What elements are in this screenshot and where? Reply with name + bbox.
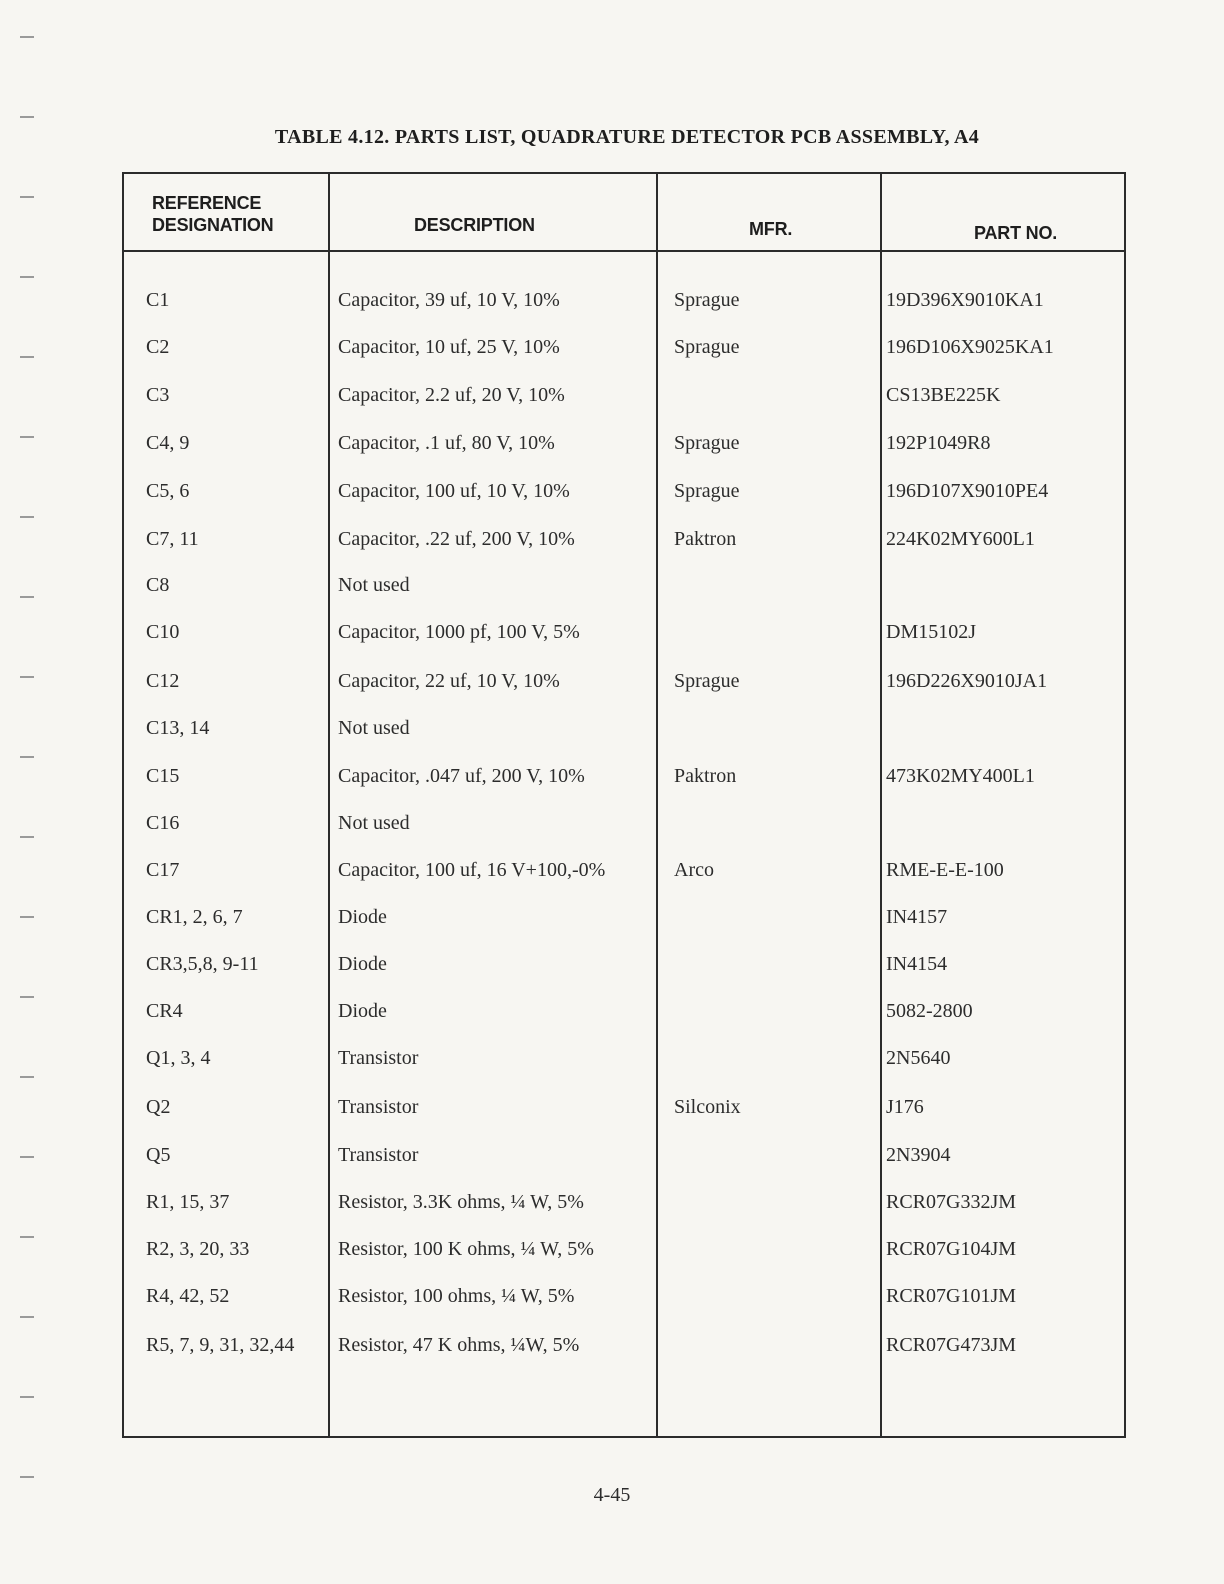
- cell-part-no: 196D226X9010JA1: [886, 670, 1048, 692]
- cell-mfr: Paktron: [674, 528, 737, 550]
- table-row: [0, 1046, 1224, 1090]
- header-reference-designation: [152, 192, 273, 236]
- cell-description: Capacitor, 10 uf, 25 V, 10%: [338, 336, 560, 358]
- header-description: DESCRIPTION: [414, 215, 535, 235]
- table-row: [0, 527, 1224, 571]
- cell-mfr: Arco: [674, 859, 714, 881]
- cell-part-no: CS13BE225K: [886, 384, 1001, 406]
- cell-reference: R2, 3, 20, 33: [146, 1238, 250, 1260]
- cell-mfr: Sprague: [674, 336, 740, 358]
- cell-reference: C12: [146, 670, 180, 692]
- cell-part-no: RCR07G473JM: [886, 1334, 1017, 1356]
- cell-description: Capacitor, .1 uf, 80 V, 10%: [338, 432, 555, 454]
- binding-mark: [20, 276, 34, 278]
- cell-description: Diode: [338, 1000, 387, 1022]
- header-reference-line2: DESIGNATION: [152, 215, 274, 235]
- cell-part-no: IN4157: [886, 906, 948, 928]
- cell-description: Resistor, 47 K ohms, ¼W, 5%: [338, 1334, 580, 1356]
- cell-reference: Q5: [146, 1144, 171, 1166]
- cell-description: Transistor: [338, 1144, 419, 1166]
- table-row: [0, 431, 1224, 475]
- cell-description: Resistor, 3.3K ohms, ¼ W, 5%: [338, 1191, 584, 1213]
- cell-part-no: 196D106X9025KA1: [886, 336, 1054, 358]
- cell-reference: R5, 7, 9, 31, 32,44: [146, 1334, 295, 1356]
- cell-part-no: 192P1049R8: [886, 432, 991, 454]
- table-row: [0, 1237, 1224, 1281]
- table-row: [0, 999, 1224, 1043]
- table-row: [0, 620, 1224, 664]
- binding-mark: [20, 36, 34, 38]
- cell-reference: C3: [146, 384, 170, 406]
- cell-description: Capacitor, 100 uf, 16 V+100,-0%: [338, 859, 606, 881]
- header-reference-line1: REFERENCE: [152, 193, 262, 213]
- binding-mark: [20, 116, 34, 118]
- cell-reference: C15: [146, 765, 180, 787]
- table-title: TABLE 4.12. PARTS LIST, QUADRATURE DETECTOR PCB ASSEMBLY, A4: [274, 126, 980, 148]
- cell-part-no: RCR07G332JM: [886, 1191, 1017, 1213]
- cell-description: Transistor: [338, 1047, 419, 1069]
- cell-mfr: Silconix: [674, 1096, 741, 1118]
- cell-reference: C2: [146, 336, 170, 358]
- cell-description: Capacitor, .22 uf, 200 V, 10%: [338, 528, 575, 550]
- header-mfr: MFR.: [749, 219, 793, 239]
- cell-description: Resistor, 100 ohms, ¼ W, 5%: [338, 1285, 575, 1307]
- cell-description: Diode: [338, 953, 387, 975]
- cell-description: Capacitor, 100 uf, 10 V, 10%: [338, 480, 570, 502]
- table-row: [0, 764, 1224, 808]
- cell-mfr: Paktron: [674, 765, 737, 787]
- table-row: [0, 1143, 1224, 1187]
- cell-reference: C4, 9: [146, 432, 190, 454]
- cell-part-no: 19D396X9010KA1: [886, 289, 1044, 311]
- binding-mark: [20, 1476, 34, 1478]
- table-row: [0, 479, 1224, 523]
- table-row: [0, 716, 1224, 760]
- cell-reference: CR3,5,8, 9-11: [146, 953, 259, 975]
- cell-description: Capacitor, 1000 pf, 100 V, 5%: [338, 621, 580, 643]
- binding-mark: [20, 996, 34, 998]
- table-row: [0, 669, 1224, 713]
- cell-description: Resistor, 100 K ohms, ¼ W, 5%: [338, 1238, 594, 1260]
- cell-reference: C5, 6: [146, 480, 190, 502]
- cell-reference: Q1, 3, 4: [146, 1047, 211, 1069]
- cell-reference: C13, 14: [146, 717, 210, 739]
- cell-part-no: IN4154: [886, 953, 948, 975]
- cell-part-no: RCR07G104JM: [886, 1238, 1017, 1260]
- cell-part-no: RCR07G101JM: [886, 1285, 1017, 1307]
- cell-part-no: 196D107X9010PE4: [886, 480, 1049, 502]
- table-row: [0, 335, 1224, 379]
- header-part-no: PART NO.: [974, 223, 1058, 243]
- table-row: [0, 1284, 1224, 1328]
- cell-part-no: 2N5640: [886, 1047, 951, 1069]
- cell-description: Diode: [338, 906, 387, 928]
- header-divider: [122, 250, 1126, 252]
- binding-mark: [20, 196, 34, 198]
- table-row: [0, 858, 1224, 902]
- cell-description: Capacitor, 22 uf, 10 V, 10%: [338, 670, 560, 692]
- page-number: 4-45: [593, 1484, 631, 1506]
- cell-description: Not used: [338, 717, 410, 739]
- cell-part-no: 2N3904: [886, 1144, 951, 1166]
- cell-description: Capacitor, 39 uf, 10 V, 10%: [338, 289, 560, 311]
- cell-reference: R1, 15, 37: [146, 1191, 230, 1213]
- cell-reference: C17: [146, 859, 180, 881]
- table-row: [0, 1095, 1224, 1139]
- cell-reference: CR4: [146, 1000, 183, 1022]
- table-row: [0, 811, 1224, 855]
- table-row: [0, 952, 1224, 996]
- cell-reference: R4, 42, 52: [146, 1285, 230, 1307]
- cell-part-no: DM15102J: [886, 621, 977, 643]
- cell-mfr: Sprague: [674, 670, 740, 692]
- cell-reference: C8: [146, 574, 170, 596]
- cell-description: Capacitor, 2.2 uf, 20 V, 10%: [338, 384, 565, 406]
- table-row: [0, 573, 1224, 617]
- cell-mfr: Sprague: [674, 432, 740, 454]
- cell-reference: CR1, 2, 6, 7: [146, 906, 243, 928]
- cell-description: Capacitor, .047 uf, 200 V, 10%: [338, 765, 585, 787]
- table-row: [0, 383, 1224, 427]
- cell-reference: C7, 11: [146, 528, 199, 550]
- binding-mark: [20, 1396, 34, 1398]
- table-row: [0, 1333, 1224, 1377]
- cell-part-no: 473K02MY400L1: [886, 765, 1035, 787]
- cell-description: Not used: [338, 574, 410, 596]
- cell-description: Transistor: [338, 1096, 419, 1118]
- cell-reference: C16: [146, 812, 180, 834]
- cell-description: Not used: [338, 812, 410, 834]
- table-row: [0, 288, 1224, 332]
- cell-reference: Q2: [146, 1096, 171, 1118]
- table-row: [0, 905, 1224, 949]
- cell-part-no: J176: [886, 1096, 924, 1118]
- cell-part-no: RME-E-E-100: [886, 859, 1004, 881]
- cell-mfr: Sprague: [674, 480, 740, 502]
- cell-part-no: 224K02MY600L1: [886, 528, 1035, 550]
- cell-part-no: 5082-2800: [886, 1000, 973, 1022]
- cell-mfr: Sprague: [674, 289, 740, 311]
- cell-reference: C1: [146, 289, 170, 311]
- cell-reference: C10: [146, 621, 180, 643]
- table-row: [0, 1190, 1224, 1234]
